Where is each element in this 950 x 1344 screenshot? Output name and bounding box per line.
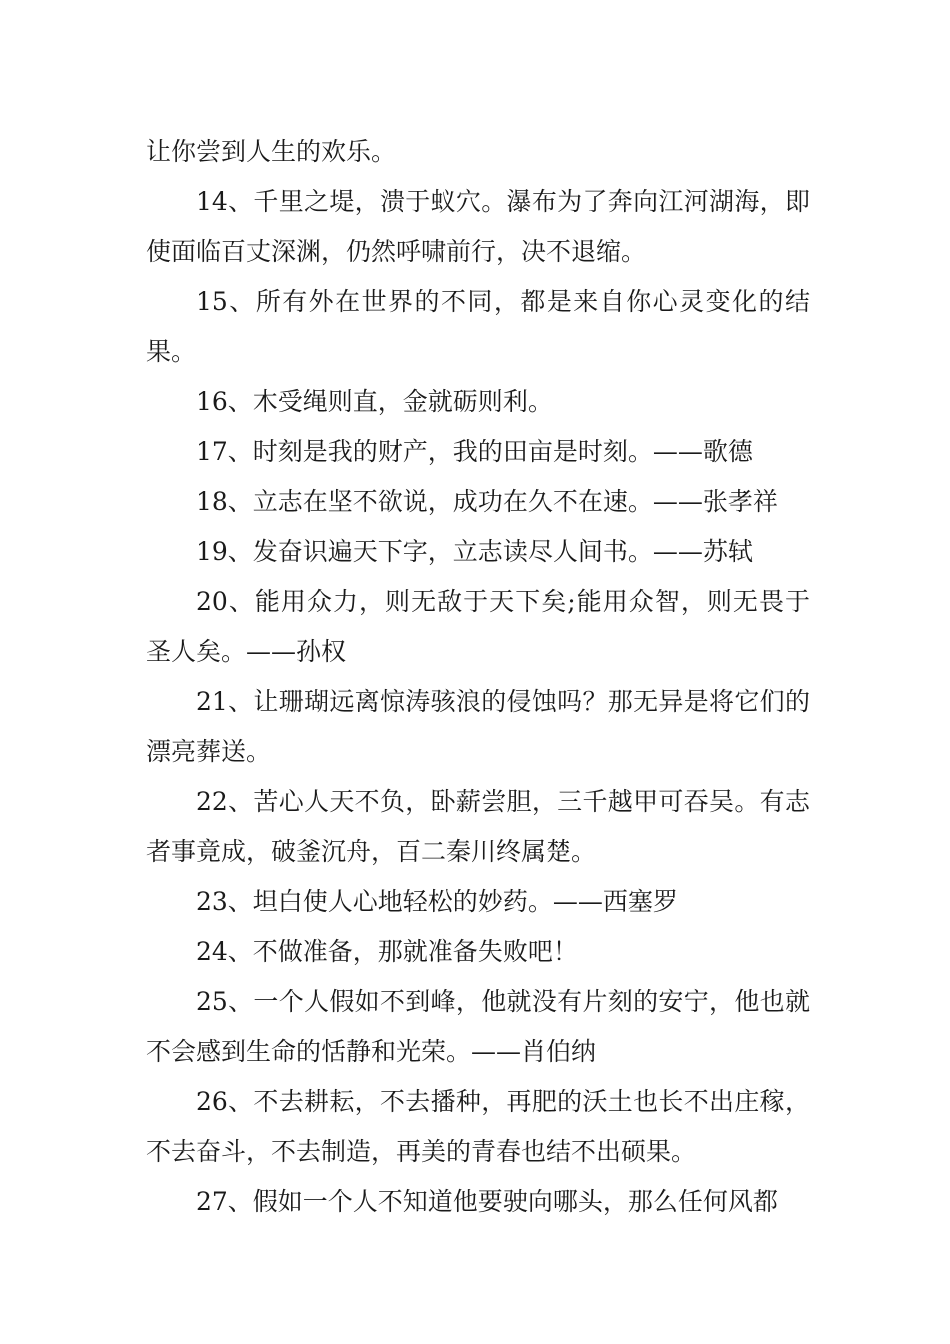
- quote-24: 24、不做准备，那就准备失败吧！: [196, 937, 578, 966]
- quote-23: 23、坦白使人心地轻松的妙药。——西塞罗: [196, 887, 678, 916]
- quote-25: 25、一个人假如不到峰，他就没有片刻的安宁，他也就不会感到生命的恬静和光荣。——肖伯纳: [146, 987, 810, 1066]
- quote-26: 26、不去耕耘，不去播种，再肥的沃土也长不出庄稼，不去奋斗，不去制造，再美的青春也结不出硕果。: [146, 1087, 810, 1166]
- quote-15: 15、所有外在世界的不同，都是来自你心灵变化的结果。: [146, 287, 810, 366]
- quote-21: 21、让珊瑚远离惊涛骇浪的侵蚀吗？那无异是将它们的漂亮葬送。: [146, 687, 810, 766]
- document-body: [146, 127, 810, 1227]
- quote-14: 14、千里之堤，溃于蚁穴。瀑布为了奔向江河湖海，即使面临百丈深渊，仍然呼啸前行，决不退缩。: [146, 187, 810, 266]
- quote-16: 16、木受绳则直，金就砺则利。: [196, 387, 553, 416]
- quote-22: 22、苦心人天不负，卧薪尝胆，三千越甲可吞吴。有志者事竟成，破釜沉舟，百二秦川终属楚。: [146, 787, 810, 866]
- paragraph-continuation: 让你尝到人生的欢乐。: [146, 137, 397, 166]
- quote-17: 17、时刻是我的财产，我的田亩是时刻。——歌德: [196, 437, 753, 466]
- quote-18: 18、立志在坚不欲说，成功在久不在速。——张孝祥: [196, 487, 778, 516]
- quote-19: 19、发奋识遍天下字，立志读尽人间书。——苏轼: [196, 537, 753, 566]
- quote-27: 27、假如一个人不知道他要驶向哪头，那么任何风都: [196, 1187, 778, 1216]
- quote-20: 20、能用众力，则无敌于天下矣;能用众智，则无畏于圣人矣。——孙权: [146, 587, 810, 666]
